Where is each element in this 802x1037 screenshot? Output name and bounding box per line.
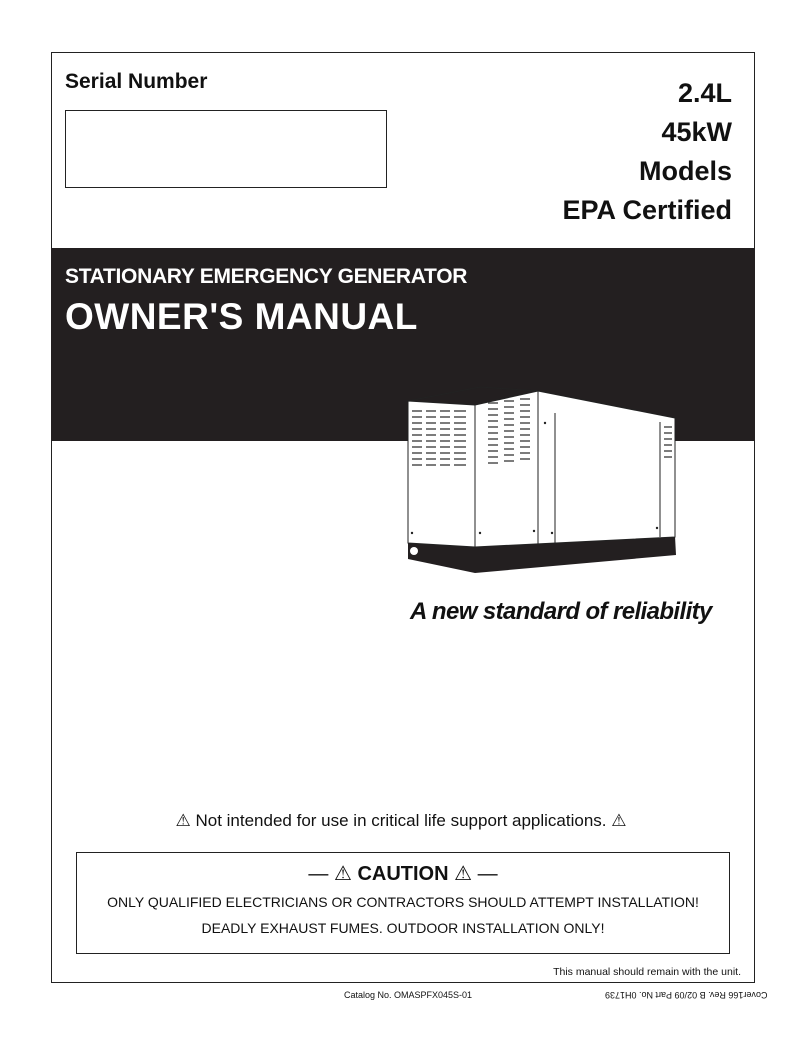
document-subtitle: STATIONARY EMERGENCY GENERATOR <box>65 265 468 288</box>
model-certification: EPA Certified <box>562 195 732 225</box>
model-info <box>562 74 732 230</box>
model-engine: 2.4L <box>677 78 732 108</box>
document-title: OWNER'S MANUAL <box>65 296 418 337</box>
model-power: 45kW <box>661 117 732 147</box>
manual-remain-note: This manual should remain with the unit. <box>553 966 741 978</box>
serial-number-box <box>65 110 387 188</box>
caution-box <box>76 852 730 954</box>
caution-suffix: ⚠ — <box>448 863 498 885</box>
caution-heading <box>77 861 729 886</box>
tagline: A new standard of reliability <box>410 598 712 625</box>
catalog-number: Catalog No. OMASPFX045S-01 <box>344 990 473 1000</box>
part-number: Cover166 Rev. B 02/09 Part No. 0H1739 <box>604 990 767 1000</box>
caution-prefix: — ⚠ <box>308 863 358 885</box>
caution-line-exhaust: DEADLY EXHAUST FUMES. OUTDOOR INSTALLATION ONLY! <box>201 920 605 936</box>
serial-number-label: Serial Number <box>65 70 208 93</box>
model-models: Models <box>638 156 732 186</box>
caution-line-installation: ONLY QUALIFIED ELECTRICIANS OR CONTRACTORS SHOULD ATTEMPT INSTALLATION! <box>107 894 699 910</box>
caution-label: CAUTION <box>357 863 449 885</box>
generator-illustration <box>400 383 690 573</box>
life-support-notice: ⚠ Not intended for use in critical life support applications. ⚠ <box>175 811 627 830</box>
